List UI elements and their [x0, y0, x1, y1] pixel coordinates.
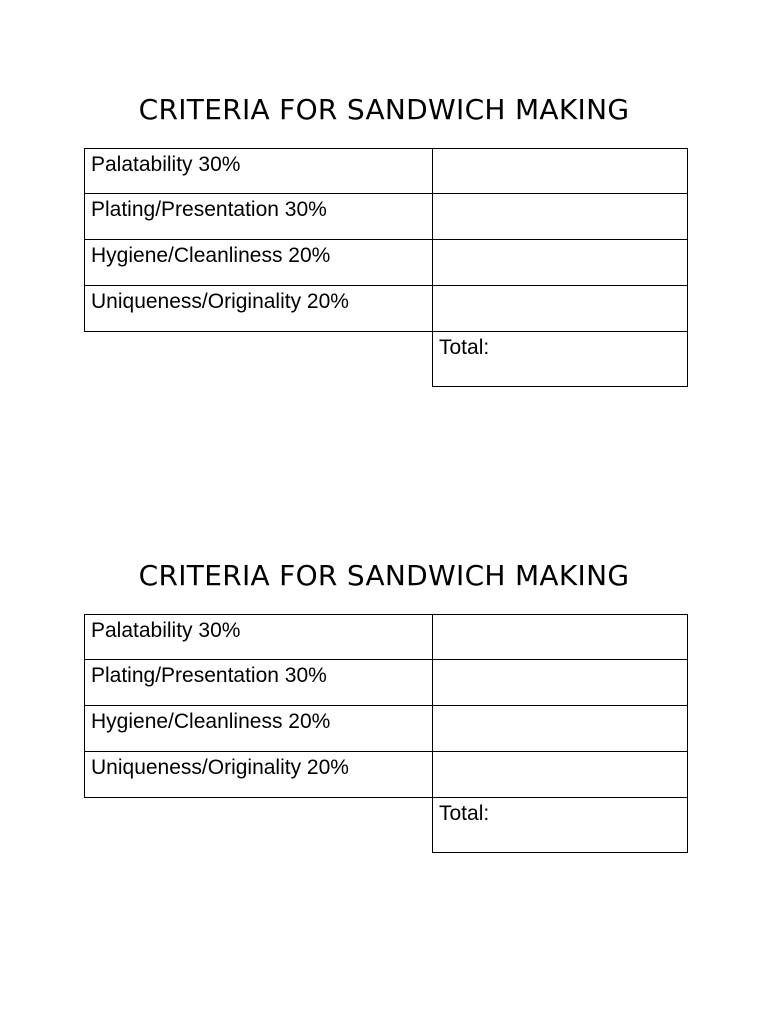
table-row: [84, 240, 688, 286]
criterion-label: Plating/Presentation 30%: [84, 194, 433, 240]
criterion-label: Uniqueness/Originality 20%: [84, 752, 433, 798]
score-cell[interactable]: [432, 706, 688, 752]
criterion-label: Palatability 30%: [84, 148, 433, 194]
score-cell[interactable]: [432, 752, 688, 798]
criterion-label: Uniqueness/Originality 20%: [84, 286, 433, 332]
criterion-label: Hygiene/Cleanliness 20%: [84, 240, 433, 286]
table-row: [84, 614, 688, 660]
criteria-table: [84, 148, 688, 387]
score-cell[interactable]: [432, 660, 688, 706]
table-row: [84, 752, 688, 798]
score-cell[interactable]: [432, 614, 688, 660]
total-cell[interactable]: Total:: [432, 332, 688, 387]
total-row: [84, 798, 688, 853]
score-cell[interactable]: [432, 148, 688, 194]
criterion-label: Plating/Presentation 30%: [84, 660, 433, 706]
table-row: [84, 286, 688, 332]
table-row: [84, 148, 688, 194]
criterion-label: Hygiene/Cleanliness 20%: [84, 706, 433, 752]
total-cell[interactable]: Total:: [432, 798, 688, 853]
total-row: [84, 332, 688, 387]
table-row: [84, 660, 688, 706]
criterion-label: Palatability 30%: [84, 614, 433, 660]
score-cell[interactable]: [432, 194, 688, 240]
score-cell[interactable]: [432, 286, 688, 332]
table-row: [84, 706, 688, 752]
form-title: CRITERIA FOR SANDWICH MAKING: [138, 559, 630, 592]
table-row: [84, 194, 688, 240]
form-title: CRITERIA FOR SANDWICH MAKING: [138, 93, 630, 126]
criteria-table: [84, 614, 688, 853]
score-cell[interactable]: [432, 240, 688, 286]
